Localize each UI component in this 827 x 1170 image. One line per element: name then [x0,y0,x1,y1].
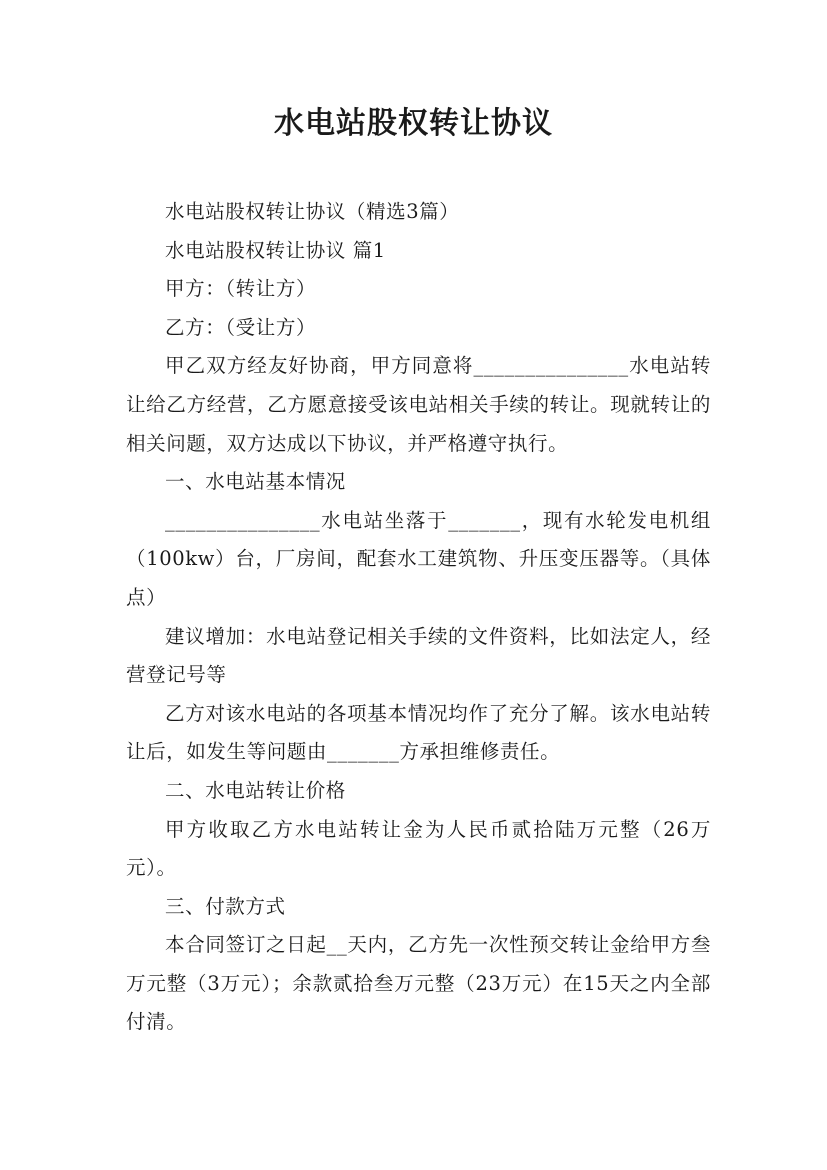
document-title: 水电站股权转让协议 [274,106,553,141]
section-heading-price: 二、水电站转让价格 [165,778,346,802]
subtitle-selection: 水电站股权转让协议（精选3篇） [165,200,460,223]
document-body [126,193,711,1042]
party-a: 甲方：（转让方） [165,277,317,301]
responsibility-paragraph: 乙方对该水电站的各项基本情况均作了充分了解。该水电站转让后，如发生等问题由_______方承担维修责任。 [126,701,711,764]
preamble-paragraph: 甲乙双方经友好协商，甲方同意将_______________水电站转让给乙方经营，乙方愿意接受该电站相关手续的转让。现就转让的相关问题，双方达成以下协议，并严格遵守执行。 [126,354,711,455]
payment-paragraph: 本合同签订之日起__天内，乙方先一次性预交转让金给甲方叁万元整（3万元）；余款贰拾叁万元整（23万元）在15天之内全部付清。 [126,933,711,1034]
basic-info-paragraph: _______________水电站坐落于_______，现有水轮发电机组（100kw）台，厂房间，配套水工建筑物、升压变压器等。（具体点） [126,508,711,609]
party-b: 乙方：（受让方） [165,315,317,339]
article-heading: 水电站股权转让协议 篇1 [165,238,386,262]
price-paragraph: 甲方收取乙方水电站转让金为人民币贰拾陆万元整（26万元）。 [126,817,711,880]
section-heading-basic-info: 一、水电站基本情况 [165,470,346,494]
section-heading-payment: 三、付款方式 [165,894,286,918]
suggestion-paragraph: 建议增加：水电站登记相关手续的文件资料，比如法定人，经营登记号等 [126,624,711,687]
